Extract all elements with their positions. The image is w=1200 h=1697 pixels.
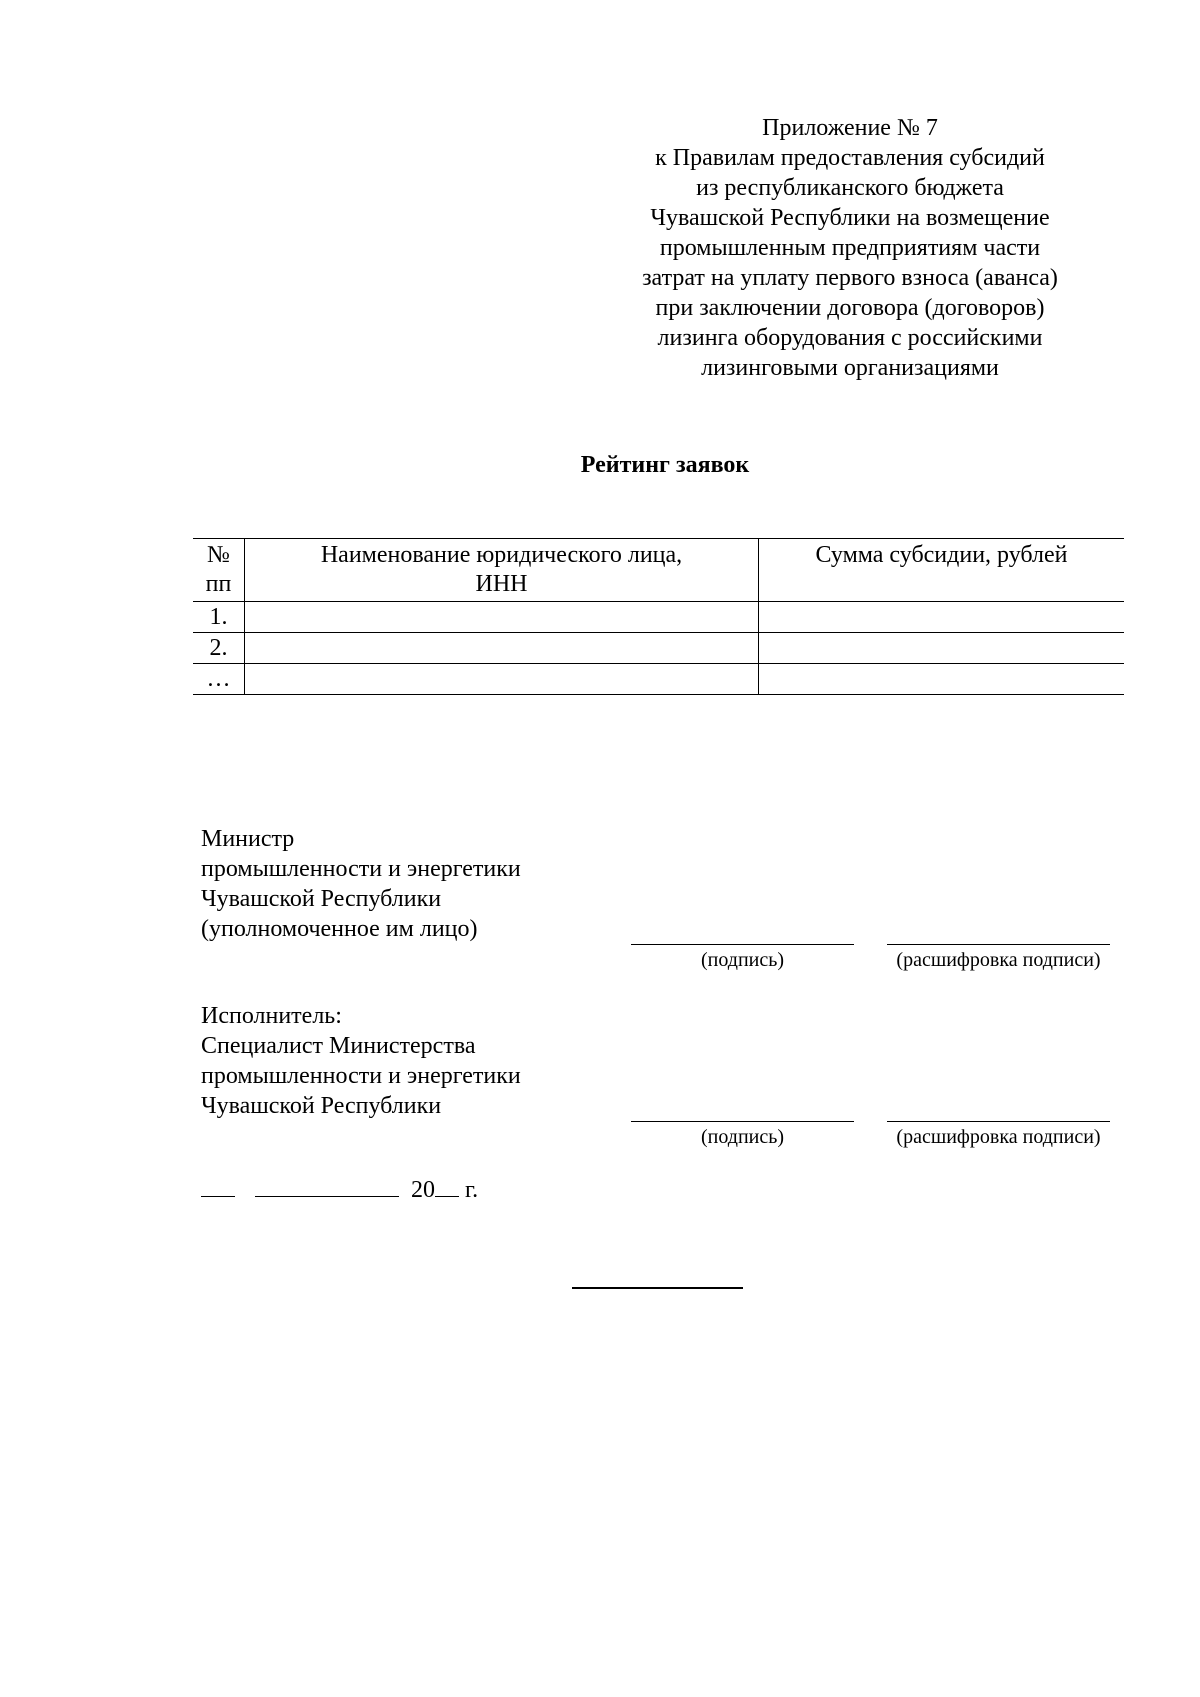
minister-line: промышленности и энергетики [201,856,521,882]
appendix-line: промышленным предприятиям части [659,235,1041,261]
appendix-line: лизинга оборудования с российскими [657,325,1043,351]
minister-decoding-caption: (расшифровка подписи) [896,949,1101,971]
row-number: 2. [193,633,245,664]
appendix-line: к Правилам предоставления субсидий [655,145,1045,171]
document-title: Рейтинг заявок [580,452,750,478]
minister-decoding-line [887,944,1110,945]
appendix-line: из республиканского бюджета [696,175,1004,201]
executor-line: промышленности и энергетики [201,1063,521,1089]
appendix-line: Чувашской Республики на возмещение [650,205,1050,231]
header-subsidy-amount: Сумма субсидии, рублей [759,539,1125,602]
appendix-line: Приложение № 7 [762,115,938,141]
executor-line: Специалист Министерства [201,1033,476,1059]
table-row [193,602,1124,633]
month-blank [255,1174,399,1197]
year-blank [435,1174,459,1197]
table-row [193,664,1124,695]
minister-signature-line [631,944,854,945]
rating-table [193,538,1124,695]
day-blank [201,1174,235,1197]
executor-line: Чувашской Республики [201,1093,442,1119]
row-number: … [193,664,245,695]
executor-decoding-line [887,1121,1110,1122]
minister-line: Чувашской Республики [201,886,442,912]
row-subsidy-amount [759,664,1125,695]
header-legal-entity-line1: Наименование юридического лица, [320,542,683,568]
row-legal-entity [245,602,759,633]
row-subsidy-amount [759,633,1125,664]
appendix-line: лизинговыми организациями [701,355,999,381]
executor-line: Исполнитель: [201,1003,342,1029]
minister-signature-caption: (подпись) [700,949,785,971]
row-subsidy-amount [759,602,1125,633]
table-header-row [193,539,1124,602]
row-legal-entity [245,633,759,664]
end-of-document-rule [572,1287,743,1289]
year-prefix: 20 [411,1177,435,1203]
date-line [201,1174,478,1205]
table-row [193,633,1124,664]
header-legal-entity [245,539,759,602]
minister-line: Министр [201,826,295,852]
executor-decoding-caption: (расшифровка подписи) [896,1126,1101,1148]
executor-signature-block [201,1001,521,1121]
year-suffix: г. [459,1177,479,1203]
minister-signature-block [201,824,521,944]
minister-line: (уполномоченное им лицо) [201,916,478,942]
row-number: 1. [193,602,245,633]
executor-signature-line [631,1121,854,1122]
executor-signature-caption: (подпись) [700,1126,785,1148]
header-legal-entity-line2: ИНН [475,571,528,597]
row-legal-entity [245,664,759,695]
header-number: № пп [193,539,245,602]
appendix-line: при заключении договора (договоров) [655,295,1045,321]
appendix-line: затрат на уплату первого взноса (аванса) [642,265,1058,291]
appendix-header [630,113,1070,383]
